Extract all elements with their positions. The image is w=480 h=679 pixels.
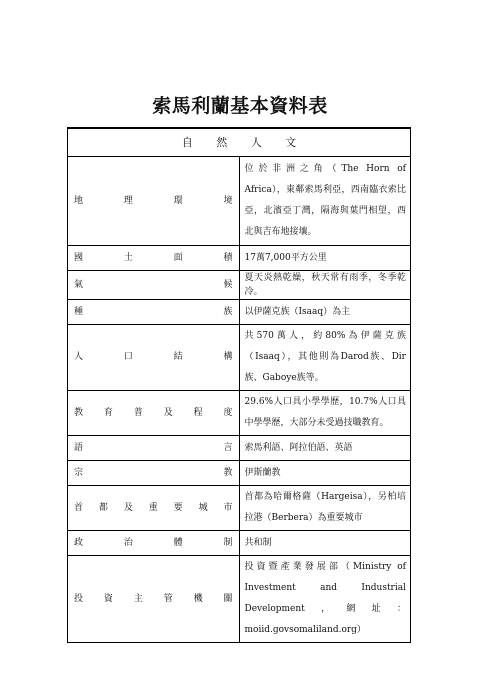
section-header: 自 然 人 文 — [68, 128, 411, 157]
row-label: 語言 — [68, 436, 240, 461]
row-label: 種族 — [68, 300, 240, 325]
table-row — [68, 461, 411, 486]
row-label: 教育普及程度 — [68, 391, 240, 436]
table-row — [68, 391, 411, 436]
row-value: 伊斯蘭教 — [239, 461, 411, 486]
row-label: 地理環境 — [68, 157, 240, 246]
row-value: 共570萬人，約80%為伊薩克族（Isaaq），其他則為Darod族、Dir族、Gaboye族等。 — [239, 325, 411, 391]
row-value: 投資暨產業發展部（Ministry of Investment and Industrial Development，網址：moiid.govsomaliland.org） — [239, 556, 411, 643]
row-value: 17萬7,000平方公里 — [239, 246, 411, 271]
page-title: 索馬利蘭基本資料表 — [152, 95, 328, 117]
row-value: 29.6%人口具小學學歷，10.7%人口具中學學歷，大部分未受過技職教育。 — [239, 391, 411, 436]
row-value: 位於非洲之角（The Horn of Africa），東鄰索馬利亞，西南臨衣索比亞，北濱亞丁灣，隔海與葉門相望，西北與吉布地接壤。 — [239, 157, 411, 246]
section-header-row — [68, 128, 411, 157]
row-value: 夏天炎熱乾燥，秋天常有雨季，冬季乾冷。 — [239, 271, 411, 300]
row-value: 首都為哈爾格薩（Hargeisa），另柏培拉港（Berbera）為重要城市 — [239, 486, 411, 531]
row-label: 投資主管機關 — [68, 556, 240, 643]
row-value: 共和制 — [239, 531, 411, 556]
row-value: 以伊薩克族（Isaaq）為主 — [239, 300, 411, 325]
row-label: 國土面積 — [68, 246, 240, 271]
row-label: 政治體制 — [68, 531, 240, 556]
row-label: 人口結構 — [68, 325, 240, 391]
table-row — [68, 556, 411, 643]
row-label: 氣候 — [68, 271, 240, 300]
table-row — [68, 531, 411, 556]
table-row — [68, 157, 411, 246]
table-row — [68, 271, 411, 300]
table-row — [68, 486, 411, 531]
row-label: 首都及重要城市 — [68, 486, 240, 531]
table-row — [68, 300, 411, 325]
row-label: 宗教 — [68, 461, 240, 486]
table-row — [68, 325, 411, 391]
table-row — [68, 436, 411, 461]
row-value: 索馬利語、阿拉伯語、英語 — [239, 436, 411, 461]
table-row — [68, 246, 411, 271]
basic-info-table — [67, 127, 411, 643]
